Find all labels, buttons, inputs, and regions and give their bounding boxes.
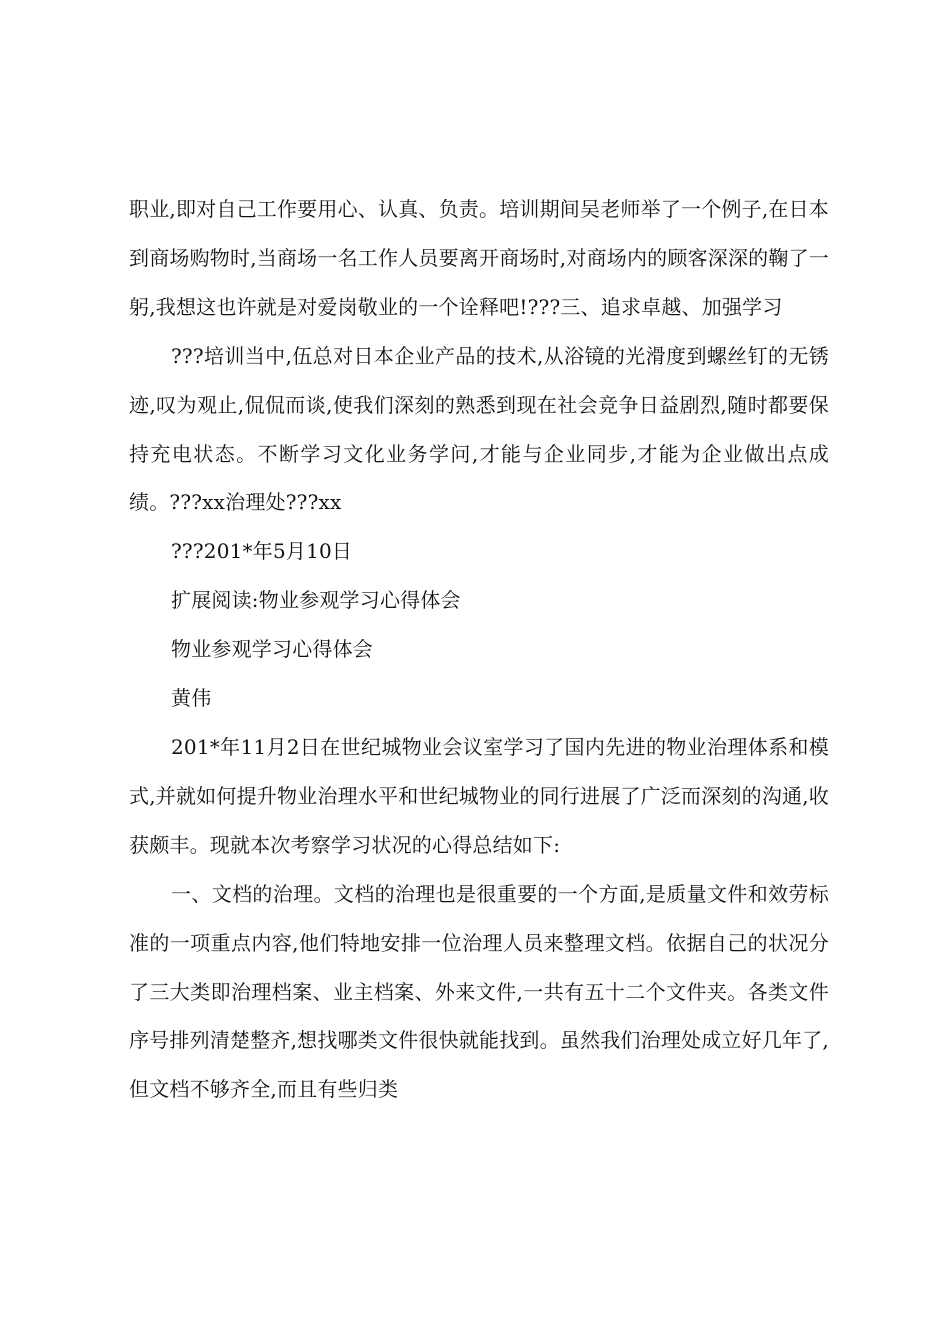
paragraph-author: 黄伟	[171, 686, 212, 711]
document-body	[129, 185, 829, 1114]
paragraph-extended-reading: 扩展阅读:物业参观学习心得体会	[171, 588, 461, 613]
paragraph-article-title: 物业参观学习心得体会	[171, 637, 373, 662]
paragraph-training: ???培训当中,伍总对日本企业产品的技术,从浴镜的光滑度到螺丝钉的无锈迹,叹为观止,侃侃而谈,使我们深刻的熟悉到现在社会竞争日益剧烈,随时都要保持充电状态。不断学习文化业务学问,才能与企业同步,才能为企业做出点成绩。???xx治理处???xx	[129, 343, 829, 515]
paragraph-section-one: 一、文档的治理。文档的治理也是很重要的一个方面,是质量文件和效劳标准的一项重点内容,他们特地安排一位治理人员来整理文档。依据自己的状况分了三大类即治理档案、业主档案、外来文件,一共有五十二个文件夹。各类文件序号排列清楚整齐,想找哪类文件很快就能找到。虽然我们治理处成立好几年了,但文档不够齐全,而且有些归类	[129, 881, 829, 1102]
paragraph-continuation: 职业,即对自己工作要用心、认真、负责。培训期间吴老师举了一个例子,在日本到商场购物时,当商场一名工作人员要离开商场时,对商场内的顾客深深的鞠了一躬,我想这也许就是对爱岗敬业的一个诠释吧!???三、追求卓越、加强学习	[129, 197, 829, 319]
paragraph-intro: 201*年11月2日在世纪城物业会议室学习了国内先进的物业治理体系和模式,并就如何提升物业治理水平和世纪城物业的同行进展了广泛而深刻的沟通,收获颇丰。现就本次考察学习状况的心得总结如下:	[129, 734, 829, 857]
paragraph-date: ???201*年5月10日	[171, 539, 353, 564]
